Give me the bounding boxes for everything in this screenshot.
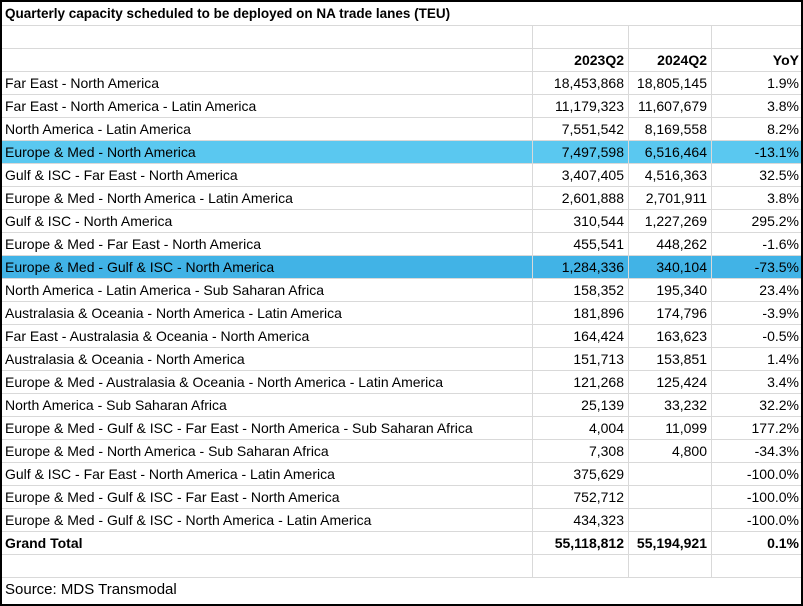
- yoy-cell: -100.0%: [746, 512, 799, 528]
- table-body: [2, 72, 801, 532]
- yoy-cell: 23.4%: [759, 282, 799, 298]
- lane-cell: Australasia & Oceania - North America: [2, 348, 533, 370]
- blank-row: [2, 555, 801, 578]
- value-2023q2-cell: 7,497,598: [533, 141, 629, 163]
- yoy-cell: -73.5%: [754, 259, 799, 275]
- lane-cell: Gulf & ISC - North America: [2, 210, 533, 232]
- value-2023q2-cell: 151,713: [533, 348, 629, 370]
- value-2024q2-cell: 125,424: [629, 371, 712, 393]
- lane-cell: North America - Latin America: [2, 118, 533, 140]
- yoy-cell: 32.2%: [759, 397, 799, 413]
- value-2023q2-cell: 7,308: [533, 440, 629, 462]
- lane-cell: Australasia & Oceania - North America - Latin America: [2, 302, 533, 324]
- yoy-cell: -3.9%: [762, 305, 799, 321]
- value-2023q2-cell: 4,004: [533, 417, 629, 439]
- title-row: [2, 2, 801, 26]
- lane-cell: North America - Sub Saharan Africa: [2, 394, 533, 416]
- blank-cell: [2, 26, 533, 48]
- header-lane: [2, 49, 533, 71]
- table-row: [2, 486, 801, 509]
- header-2024q2: 2024Q2: [629, 49, 712, 71]
- lane-cell: North America - Latin America - Sub Saharan Africa: [2, 279, 533, 301]
- header-row: [2, 49, 801, 72]
- table-row: [2, 348, 801, 371]
- yoy-cell: 32.5%: [759, 167, 799, 183]
- yoy-cell: -100.0%: [746, 489, 799, 505]
- lane-cell: Europe & Med - North America: [2, 141, 533, 163]
- source-note: Source: MDS Transmodal: [5, 581, 177, 598]
- table-row: [2, 509, 801, 532]
- blank-cell: [712, 26, 801, 48]
- value-2024q2-cell: [629, 509, 712, 531]
- lane-cell: Far East - North America - Latin America: [2, 95, 533, 117]
- value-2023q2-cell: 2,601,888: [533, 187, 629, 209]
- value-2024q2-cell: [629, 463, 712, 485]
- total-yoy: 0.1%: [767, 535, 799, 551]
- lane-cell: Europe & Med - North America - Latin America: [2, 187, 533, 209]
- table-row: [2, 141, 801, 164]
- table-row: [2, 118, 801, 141]
- value-2023q2-cell: 25,139: [533, 394, 629, 416]
- table-row: [2, 279, 801, 302]
- value-2024q2-cell: [629, 486, 712, 508]
- table-row: [2, 463, 801, 486]
- value-2024q2-cell: 11,607,679: [629, 95, 712, 117]
- value-2023q2-cell: 164,424: [533, 325, 629, 347]
- yoy-cell: 1.4%: [767, 351, 799, 367]
- value-2024q2-cell: 18,805,145: [629, 72, 712, 94]
- lane-cell: Europe & Med - Australasia & Oceania - North America - Latin America: [2, 371, 533, 393]
- yoy-cell: -100.0%: [746, 466, 799, 482]
- table-row: [2, 256, 801, 279]
- lane-cell: Europe & Med - Gulf & ISC - North America: [2, 256, 533, 278]
- value-2024q2-cell: 448,262: [629, 233, 712, 255]
- value-2023q2-cell: 752,712: [533, 486, 629, 508]
- value-2023q2-cell: 121,268: [533, 371, 629, 393]
- value-2023q2-cell: 11,179,323: [533, 95, 629, 117]
- blank-cell: [533, 555, 629, 577]
- lane-cell: Europe & Med - Gulf & ISC - Far East - North America: [2, 486, 533, 508]
- total-2023q2: 55,118,812: [533, 532, 629, 554]
- blank-cell: [533, 26, 629, 48]
- lane-cell: Europe & Med - Gulf & ISC - Far East - North America - Sub Saharan Africa: [2, 417, 533, 439]
- value-2023q2-cell: 3,407,405: [533, 164, 629, 186]
- grand-total-row: [2, 532, 801, 555]
- header-yoy: YoY: [772, 52, 799, 68]
- value-2023q2-cell: 181,896: [533, 302, 629, 324]
- value-2024q2-cell: 6,516,464: [629, 141, 712, 163]
- lane-cell: Europe & Med - Gulf & ISC - North America - Latin America: [2, 509, 533, 531]
- yoy-cell: -34.3%: [754, 443, 799, 459]
- value-2024q2-cell: 153,851: [629, 348, 712, 370]
- table-row: [2, 95, 801, 118]
- table-title: Quarterly capacity scheduled to be deployed on NA trade lanes (TEU): [5, 6, 451, 21]
- lane-cell: Gulf & ISC - Far East - North America: [2, 164, 533, 186]
- blank-cell: [712, 555, 801, 577]
- yoy-cell: 3.8%: [767, 190, 799, 206]
- table-row: [2, 187, 801, 210]
- table-row: [2, 164, 801, 187]
- blank-cell: [629, 26, 712, 48]
- table-row: [2, 371, 801, 394]
- total-2024q2: 55,194,921: [629, 532, 712, 554]
- value-2023q2-cell: 18,453,868: [533, 72, 629, 94]
- table-row: [2, 233, 801, 256]
- header-2023q2: 2023Q2: [533, 49, 629, 71]
- capacity-table: [2, 2, 801, 578]
- value-2024q2-cell: 8,169,558: [629, 118, 712, 140]
- value-2024q2-cell: 1,227,269: [629, 210, 712, 232]
- value-2023q2-cell: 434,323: [533, 509, 629, 531]
- value-2024q2-cell: 340,104: [629, 256, 712, 278]
- value-2024q2-cell: 11,099: [629, 417, 712, 439]
- yoy-cell: 3.8%: [767, 98, 799, 114]
- blank-cell: [2, 555, 533, 577]
- value-2023q2-cell: 455,541: [533, 233, 629, 255]
- value-2023q2-cell: 310,544: [533, 210, 629, 232]
- value-2023q2-cell: 1,284,336: [533, 256, 629, 278]
- value-2023q2-cell: 7,551,542: [533, 118, 629, 140]
- yoy-cell: 295.2%: [751, 213, 799, 229]
- yoy-cell: 8.2%: [767, 121, 799, 137]
- lane-cell: Europe & Med - North America - Sub Saharan Africa: [2, 440, 533, 462]
- table-row: [2, 210, 801, 233]
- blank-row: [2, 26, 801, 49]
- table-row: [2, 394, 801, 417]
- value-2024q2-cell: 163,623: [629, 325, 712, 347]
- table-row: [2, 417, 801, 440]
- table-row: [2, 72, 801, 95]
- blank-cell: [629, 555, 712, 577]
- value-2023q2-cell: 375,629: [533, 463, 629, 485]
- value-2024q2-cell: 174,796: [629, 302, 712, 324]
- yoy-cell: -1.6%: [762, 236, 799, 252]
- lane-cell: Far East - North America: [2, 72, 533, 94]
- yoy-cell: -0.5%: [762, 328, 799, 344]
- value-2024q2-cell: 195,340: [629, 279, 712, 301]
- yoy-cell: 3.4%: [767, 374, 799, 390]
- value-2024q2-cell: 2,701,911: [629, 187, 712, 209]
- yoy-cell: 177.2%: [751, 420, 799, 436]
- value-2024q2-cell: 33,232: [629, 394, 712, 416]
- yoy-cell: -13.1%: [754, 144, 799, 160]
- lane-cell: Europe & Med - Far East - North America: [2, 233, 533, 255]
- total-label: Grand Total: [2, 532, 533, 554]
- table-row: [2, 440, 801, 463]
- table-row: [2, 302, 801, 325]
- table-row: [2, 325, 801, 348]
- lane-cell: Gulf & ISC - Far East - North America - Latin America: [2, 463, 533, 485]
- value-2024q2-cell: 4,516,363: [629, 164, 712, 186]
- lane-cell: Far East - Australasia & Oceania - North America: [2, 325, 533, 347]
- value-2023q2-cell: 158,352: [533, 279, 629, 301]
- yoy-cell: 1.9%: [767, 75, 799, 91]
- value-2024q2-cell: 4,800: [629, 440, 712, 462]
